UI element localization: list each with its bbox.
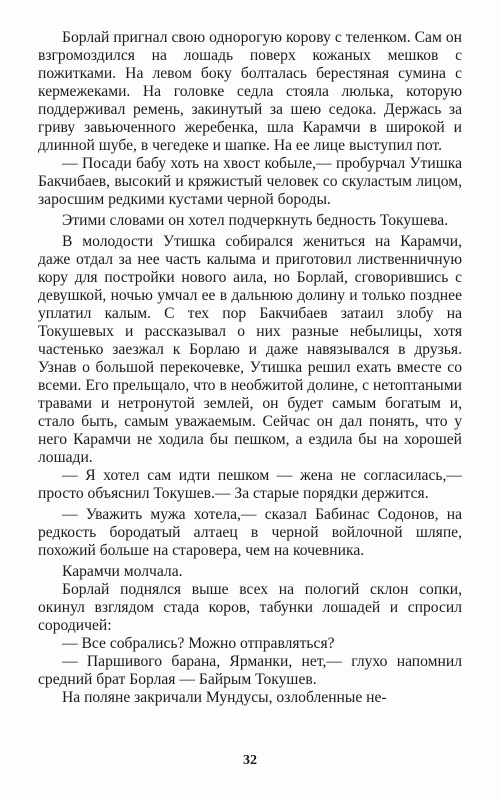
paragraph: — Посади бабу хоть на хвост кобыле,— пробурчал Утишка Бакчибаев, высокий и кряжистый человек со скуластым лицом, заросшим редкими кустами черной бороды. bbox=[38, 155, 462, 208]
paragraph: — Я хотел сам идти пешком — жена не согласилась,— просто объяснил Токушев.— За старые порядки держится. bbox=[38, 467, 462, 502]
paragraph: — Уважить мужа хотела,— сказал Бабинас Содонов, на редкость бородатый алтаец в черной войлочной шляпе, похожий больше на старовера, чем на кочевника. bbox=[38, 506, 462, 559]
paragraph: Борлай пригнал свою однорогую корову с теленком. Сам он взгромоздился на лошадь поверх кожаных мешков с пожитками. На левом боку болталась берестяная сумина с кермежеками. На головке седла стояла люлька, которую поддерживал ремень, закинутый за шею седока. Держась за гриву завьюченного жеребенка, шла Карамчи в широкой и длинной шубе, в чегедеке и шапке. На ее лице выступил пот. bbox=[38, 29, 462, 154]
paragraph: Карамчи молчала. bbox=[62, 563, 183, 580]
paragraph: В молодости Утишка собирался жениться на Карамчи, даже отдал за нее часть калыма и приготовил лиственничную кору для постройки нового аила, но Борлай, сговорившись с девушкой, ночью умчал ее в дальнюю долину и только позднее уплатил калым. С тех пор Бакчибаев затаил злобу на Токушевых и рассказывал о них разные небылицы, хотя частенько заезжал к Борлаю и даже навязывался в друзья. Узнав о большой перекочевке, Утишка решил ехать вместе со всеми. Его прельщало, что в необжитой долине, с нетоптаными травами и нетронутой землей, он будет самым богатым и, стало быть, самым уважаемым. Сейчас он дал понять, что у него Карамчи не ходила бы пешком, а ездила бы на хорошей лошади. bbox=[38, 233, 462, 466]
paragraph: На поляне закричали Мундусы, озлобленные не- bbox=[62, 689, 387, 706]
paragraph: — Паршивого барана, Ярманки, нет,— глухо напомнил средний брат Борлая — Байрым Токушев. bbox=[38, 653, 462, 688]
paragraph: Борлай поднялся выше всех на пологий склон сопки, окинул взглядом стада коров, табунки лошадей и спросил сородичей: bbox=[38, 581, 462, 634]
body-text bbox=[38, 29, 462, 707]
paragraph: Этими словами он хотел подчеркнуть бедность Токушева. bbox=[62, 212, 449, 229]
page-number: 32 bbox=[243, 753, 257, 768]
paragraph: — Все собрались? Можно отправляться? bbox=[62, 635, 335, 652]
